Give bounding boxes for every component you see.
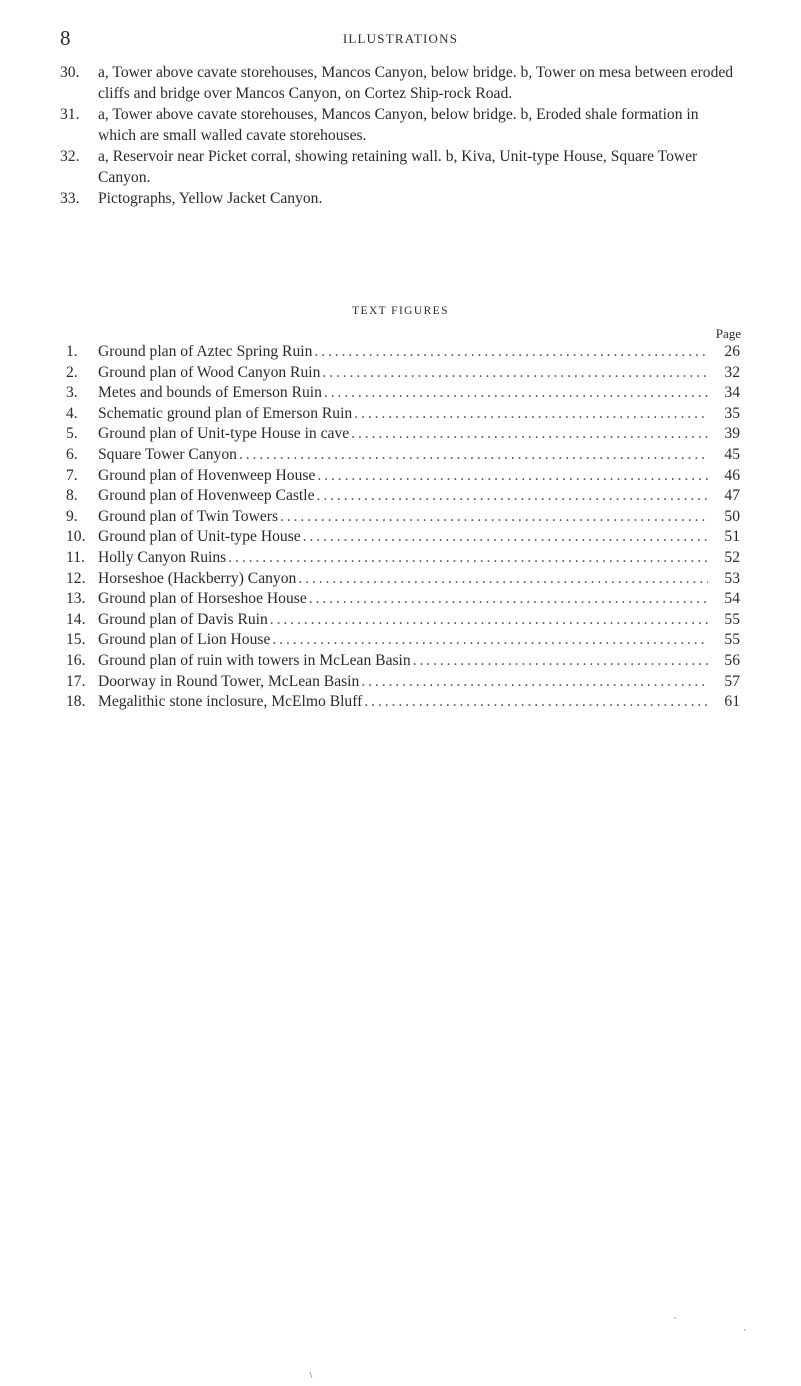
figure-title: Ground plan of Twin Towers (98, 507, 279, 525)
dot-leader (351, 424, 708, 445)
figure-number: 8. (66, 487, 78, 505)
figure-number: 18. (66, 693, 86, 711)
plate-caption: a, Tower above cavate storehouses, Mancos Canyon, below bridge. b, Eroded shale formation in which are small walled cavate storehouses. (98, 106, 699, 144)
dot-leader (309, 589, 708, 610)
dot-leader (298, 569, 708, 590)
dot-leader (354, 404, 708, 425)
plate-number: 33. (60, 190, 80, 207)
figure-number: 2. (66, 363, 78, 381)
dot-leader (239, 445, 708, 466)
figure-title: Ground plan of Unit-type House (98, 528, 301, 546)
plate-item (60, 189, 740, 210)
figure-page: 46 (724, 466, 740, 484)
dot-leader (228, 548, 708, 569)
figure-page: 47 (724, 487, 740, 505)
dot-leader (361, 672, 708, 693)
figure-page: 55 (724, 631, 740, 649)
figure-title: Ground plan of Hovenweep Castle (98, 487, 315, 505)
figure-title: Ground plan of Wood Canyon Ruin (98, 363, 321, 381)
figure-number: 1. (66, 343, 78, 360)
dot-leader (322, 363, 708, 384)
figure-number: 14. (66, 610, 86, 628)
figure-row (60, 445, 740, 466)
figure-row (60, 466, 740, 487)
figure-title: Metes and bounds of Emerson Ruin (98, 384, 322, 402)
figure-page: 39 (724, 425, 740, 443)
figure-number: 10. (66, 528, 86, 546)
figure-number: 3. (66, 384, 78, 402)
plate-caption: a, Reservoir near Picket corral, showing retaining wall. b, Kiva, Unit-type House, Square Tower Canyon. (98, 148, 698, 186)
figure-page: 32 (724, 363, 740, 381)
dot-leader (324, 383, 708, 404)
figure-row (60, 424, 740, 445)
figure-title: Megalithic stone inclosure, McElmo Bluff (98, 693, 363, 711)
dot-leader (314, 342, 708, 363)
plate-item (60, 147, 740, 188)
speck (674, 1317, 676, 1319)
figure-title: Ground plan of Aztec Spring Ruin (98, 343, 313, 360)
figure-row (60, 507, 740, 528)
figure-page: 52 (724, 548, 740, 566)
plate-number: 30. (60, 64, 80, 81)
figure-page: 54 (724, 590, 740, 608)
figure-page: 26 (724, 343, 740, 360)
figure-row (60, 569, 740, 590)
page-number: 8 (60, 26, 71, 50)
figure-title: Ground plan of Lion House (98, 631, 271, 649)
figure-title: Ground plan of ruin with towers in McLean Basin (98, 651, 411, 669)
figure-page: 45 (724, 445, 740, 463)
figure-page: 55 (724, 610, 740, 628)
figure-page: 34 (724, 384, 740, 402)
dot-leader (317, 486, 708, 507)
text-figures-list (60, 342, 740, 713)
figure-number: 17. (66, 672, 86, 690)
figure-number: 11. (66, 548, 85, 566)
plate-number: 32. (60, 148, 80, 165)
figure-page: 50 (724, 507, 740, 525)
dot-leader (280, 507, 708, 528)
figure-title: Ground plan of Unit-type House in cave (98, 425, 350, 443)
figure-row (60, 363, 740, 384)
figure-row (60, 610, 740, 631)
dot-leader (272, 630, 708, 651)
plate-number: 31. (60, 106, 80, 123)
plate-caption: a, Tower above cavate storehouses, Mancos Canyon, below bridge. b, Tower on mesa between eroded cliffs and bridge over Mancos Canyon, on Cortez Ship-rock Road. (98, 64, 734, 102)
dot-leader (303, 527, 708, 548)
figure-row (60, 589, 740, 610)
figure-row (60, 630, 740, 651)
figure-title: Ground plan of Horseshoe House (98, 590, 307, 608)
figure-row (60, 342, 740, 363)
figure-title: Holly Canyon Ruins (98, 548, 227, 566)
figure-title: Schematic ground plan of Emerson Ruin (98, 404, 353, 422)
figure-title: Ground plan of Davis Ruin (98, 610, 268, 628)
figure-title: Ground plan of Hovenweep House (98, 466, 316, 484)
dot-leader (413, 651, 708, 672)
figure-title: Horseshoe (Hackberry) Canyon (98, 569, 297, 587)
dot-leader (364, 692, 708, 713)
figure-page: 56 (724, 651, 740, 669)
figure-row (60, 486, 740, 507)
figure-row (60, 383, 740, 404)
figure-number: 6. (66, 445, 78, 463)
running-head: ILLUSTRATIONS (342, 31, 459, 46)
speck (744, 1329, 746, 1331)
figure-row (60, 692, 740, 713)
speck (310, 1372, 312, 1378)
figure-title: Doorway in Round Tower, McLean Basin (98, 672, 360, 690)
figure-number: 16. (66, 651, 86, 669)
text-figures-heading: TEXT FIGURES (352, 305, 449, 317)
plate-item (60, 63, 740, 104)
figure-title: Square Tower Canyon (98, 445, 237, 463)
figure-page: 61 (724, 693, 740, 711)
figure-number: 5. (66, 425, 78, 443)
page-column-label: Page (715, 326, 741, 341)
dot-leader (317, 466, 708, 487)
plate-caption: Pictographs, Yellow Jacket Canyon. (98, 190, 323, 207)
plates-list (60, 63, 740, 211)
figure-row (60, 651, 740, 672)
figure-number: 12. (66, 569, 86, 587)
figure-number: 15. (66, 631, 86, 649)
figure-page: 35 (724, 404, 740, 422)
figure-number: 7. (66, 466, 78, 484)
figure-row (60, 548, 740, 569)
plate-item (60, 105, 740, 146)
figure-number: 4. (66, 404, 78, 422)
figure-row (60, 672, 740, 693)
figure-page: 53 (724, 569, 740, 587)
figure-page: 57 (724, 672, 740, 690)
figure-number: 9. (66, 507, 78, 525)
figure-number: 13. (66, 590, 86, 608)
figure-row (60, 404, 740, 425)
figure-row (60, 527, 740, 548)
dot-leader (270, 610, 708, 631)
figure-page: 51 (724, 528, 740, 546)
